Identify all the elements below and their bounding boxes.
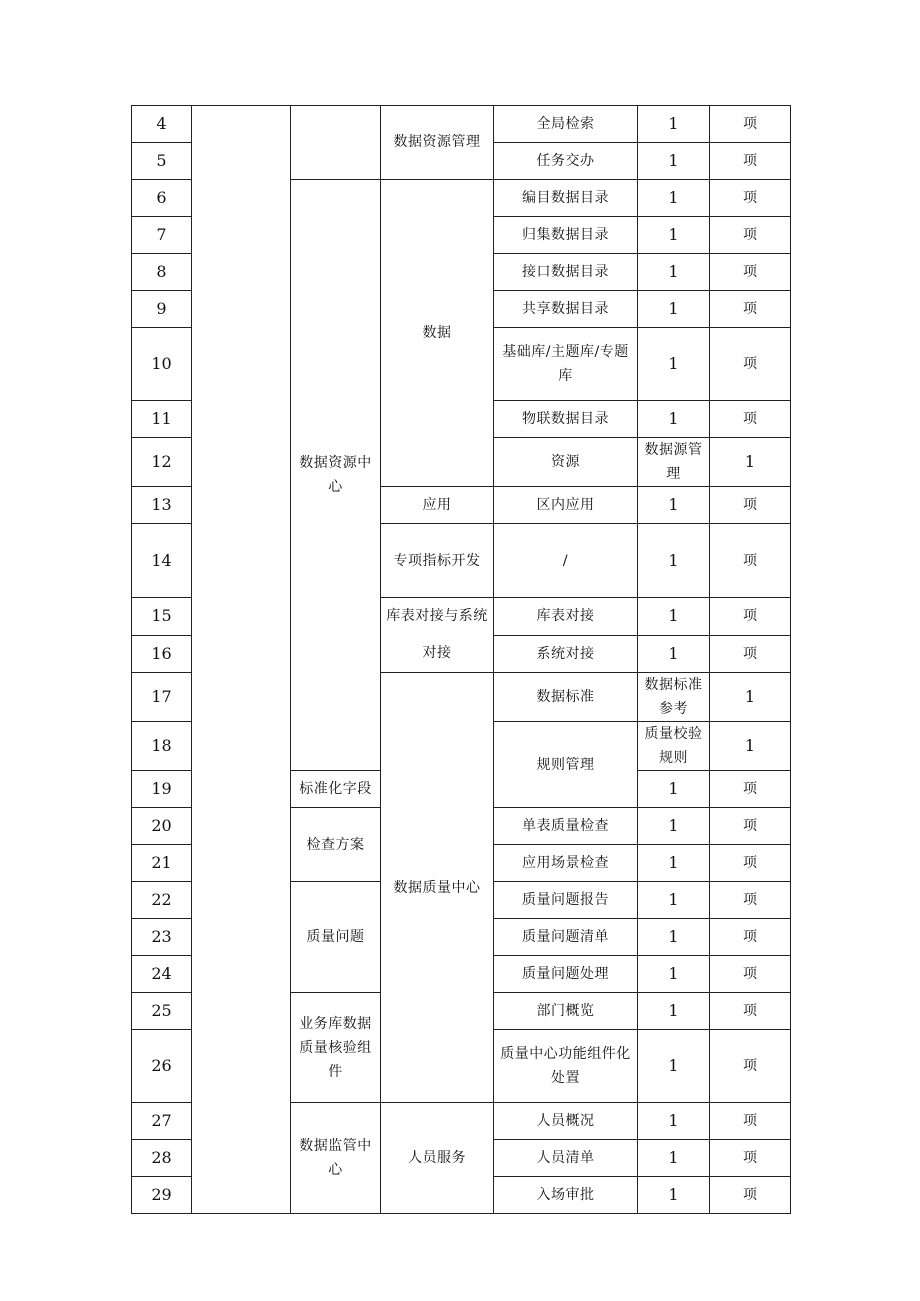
row-number: 26 xyxy=(132,1030,192,1103)
item-unit: 项 xyxy=(710,524,791,598)
subcategory-cell: 数据资源管理 xyxy=(381,106,494,180)
item-unit: 项 xyxy=(710,1177,791,1214)
item-unit: 项 xyxy=(710,882,791,919)
item-quantity: 1 xyxy=(638,919,710,956)
row-number: 28 xyxy=(132,1140,192,1177)
item-quantity: 1 xyxy=(638,1103,710,1140)
item-quantity: 1 xyxy=(710,722,791,771)
subcategory-cell: 库表对接与系统对接 xyxy=(381,598,494,673)
row-number: 8 xyxy=(132,254,192,291)
row-number: 15 xyxy=(132,598,192,636)
item-quantity: 1 xyxy=(638,217,710,254)
item-name: 部门概览 xyxy=(494,993,638,1030)
module-cell: 数据质量中心 xyxy=(381,673,494,1103)
item-quantity: 1 xyxy=(638,1140,710,1177)
item-name: 归集数据目录 xyxy=(494,217,638,254)
row-number: 17 xyxy=(132,673,192,722)
row-number: 22 xyxy=(132,882,192,919)
item-unit: 项 xyxy=(710,487,791,524)
item-unit: 项 xyxy=(710,1030,791,1103)
subcategory-cell: 质量问题 xyxy=(291,882,381,993)
item-unit: 项 xyxy=(710,993,791,1030)
row-number: 24 xyxy=(132,956,192,993)
item-name: 人员概况 xyxy=(494,1103,638,1140)
row-number: 11 xyxy=(132,401,192,438)
item-quantity: 1 xyxy=(638,328,710,401)
row-number: 6 xyxy=(132,180,192,217)
table-row xyxy=(132,106,791,143)
module-cell: 数据监管中心 xyxy=(291,1103,381,1214)
subcategory-cell: 专项指标开发 xyxy=(381,524,494,598)
item-quantity: 1 xyxy=(638,1030,710,1103)
item-name: / xyxy=(494,524,638,598)
row-number: 27 xyxy=(132,1103,192,1140)
item-quantity: 1 xyxy=(638,956,710,993)
item-name: 质量中心功能组件化处置 xyxy=(494,1030,638,1103)
subcategory-cell: 检查方案 xyxy=(291,808,381,882)
category-cell-empty xyxy=(192,106,291,1214)
subcategory-cell: 数据 xyxy=(381,180,494,487)
item-name: 质量问题报告 xyxy=(494,882,638,919)
item-unit: 项 xyxy=(710,598,791,636)
row-number: 20 xyxy=(132,808,192,845)
item-name: 数据源管理 xyxy=(638,438,710,487)
item-quantity: 1 xyxy=(638,291,710,328)
item-quantity: 1 xyxy=(638,487,710,524)
item-name: 人员清单 xyxy=(494,1140,638,1177)
row-number: 23 xyxy=(132,919,192,956)
item-unit: 项 xyxy=(710,106,791,143)
item-unit: 项 xyxy=(710,808,791,845)
item-name: 全局检索 xyxy=(494,106,638,143)
item-name: 编目数据目录 xyxy=(494,180,638,217)
item-quantity: 1 xyxy=(638,254,710,291)
row-number: 7 xyxy=(132,217,192,254)
row-number: 29 xyxy=(132,1177,192,1214)
row-number: 5 xyxy=(132,143,192,180)
row-number: 19 xyxy=(132,771,192,808)
item-unit: 项 xyxy=(710,1140,791,1177)
row-number: 16 xyxy=(132,635,192,673)
subcategory-cell: 业务库数据质量核验组件 xyxy=(291,993,381,1103)
item-quantity: 1 xyxy=(710,438,791,487)
row-number: 4 xyxy=(132,106,192,143)
item-unit: 项 xyxy=(710,771,791,808)
item-quantity: 1 xyxy=(638,106,710,143)
item-name: 质量校验规则 xyxy=(638,722,710,771)
subcategory-cell: 应用 xyxy=(381,487,494,524)
item-unit: 项 xyxy=(710,143,791,180)
item-unit: 项 xyxy=(710,1103,791,1140)
item-quantity: 1 xyxy=(638,882,710,919)
item-quantity: 1 xyxy=(638,180,710,217)
subcategory-cell: 数据标准 xyxy=(494,673,638,722)
row-number: 25 xyxy=(132,993,192,1030)
item-quantity: 1 xyxy=(710,673,791,722)
project-item-table xyxy=(131,105,791,1214)
item-name: 标准化字段 xyxy=(291,771,381,808)
subcategory-cell: 资源 xyxy=(494,438,638,487)
item-quantity: 1 xyxy=(638,143,710,180)
item-unit: 项 xyxy=(710,328,791,401)
row-number: 21 xyxy=(132,845,192,882)
item-unit: 项 xyxy=(710,180,791,217)
item-name: 接口数据目录 xyxy=(494,254,638,291)
subcategory-cell: 人员服务 xyxy=(381,1103,494,1214)
module-cell: 数据资源中心 xyxy=(291,180,381,771)
item-name: 库表对接 xyxy=(494,598,638,636)
item-name: 任务交办 xyxy=(494,143,638,180)
item-unit: 项 xyxy=(710,919,791,956)
row-number: 14 xyxy=(132,524,192,598)
module-cell-empty xyxy=(291,106,381,180)
item-quantity: 1 xyxy=(638,993,710,1030)
item-name: 系统对接 xyxy=(494,635,638,673)
item-name: 单表质量检查 xyxy=(494,808,638,845)
item-unit: 项 xyxy=(710,956,791,993)
row-number: 9 xyxy=(132,291,192,328)
item-unit: 项 xyxy=(710,401,791,438)
item-unit: 项 xyxy=(710,635,791,673)
item-name: 物联数据目录 xyxy=(494,401,638,438)
item-name: 入场审批 xyxy=(494,1177,638,1214)
row-number: 18 xyxy=(132,722,192,771)
item-quantity: 1 xyxy=(638,771,710,808)
row-number: 13 xyxy=(132,487,192,524)
row-number: 10 xyxy=(132,328,192,401)
item-unit: 项 xyxy=(710,217,791,254)
item-quantity: 1 xyxy=(638,401,710,438)
item-quantity: 1 xyxy=(638,808,710,845)
item-unit: 项 xyxy=(710,254,791,291)
item-unit: 项 xyxy=(710,291,791,328)
item-quantity: 1 xyxy=(638,524,710,598)
item-unit: 项 xyxy=(710,845,791,882)
row-number: 12 xyxy=(132,438,192,487)
item-name: 数据标准参考 xyxy=(638,673,710,722)
item-name: 共享数据目录 xyxy=(494,291,638,328)
item-name: 应用场景检查 xyxy=(494,845,638,882)
item-name: 质量问题处理 xyxy=(494,956,638,993)
subcategory-cell: 规则管理 xyxy=(494,722,638,808)
item-name: 区内应用 xyxy=(494,487,638,524)
item-name: 质量问题清单 xyxy=(494,919,638,956)
item-quantity: 1 xyxy=(638,1177,710,1214)
item-name: 基础库/主题库/专题库 xyxy=(494,328,638,401)
item-quantity: 1 xyxy=(638,598,710,636)
item-quantity: 1 xyxy=(638,845,710,882)
item-quantity: 1 xyxy=(638,635,710,673)
